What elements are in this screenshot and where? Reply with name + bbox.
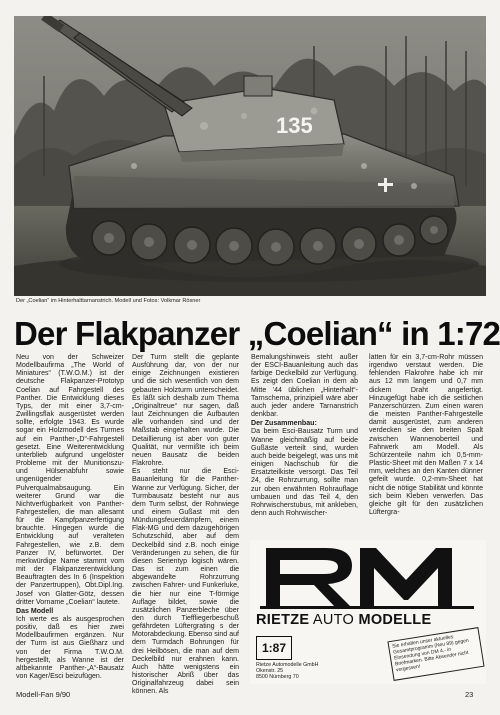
page-title: Der Flakpanzer „Coelian“ in 1:72 <box>14 315 500 352</box>
article-column-4 <box>369 354 483 517</box>
tank-photo <box>14 16 486 296</box>
address-line: 8500 Nürnberg 70 <box>256 674 299 681</box>
subheading: Das Modell <box>16 607 54 615</box>
rm-logo <box>256 544 478 612</box>
paragraph: Bemalungshinweis steht außer der ESCI-Bauanleitung auch das farbige Deckelbild zur Verfügung. Es zeigt den Coelian in dem ab Mitte ’44 üblichen „Hinterhalt“-Tarnschema, prinzipiell wäre aber auch jeder andere Tarnanstrich denkbar. <box>251 354 358 419</box>
turret-number: 135 <box>276 113 313 138</box>
photo-caption: Der „Coelian“ im Hinterhalttarnanstrich. Modell und Fotos: Volkmar Rösner <box>16 298 201 304</box>
paragraph: latten für ein 3,7-cm-Rohr müssen irgendwo verstaut werden. Die fehlenden Flakrohre habe ich mir aus 12 mm langem und 0,7 mm dickem Draht angefertigt. Hinzugefügt habe ich die seitlichen Panzerschürzen. Zum einen waren die meisten Panther-Fahrgestelle damit ausgerüstet, zum anderen verdecken sie den breiten Spalt zwischen Wannenoberteil und Fahrwerk am Modell. Als Schürzenteile nahm ich 0,5-mm-Plastic-Sheet mit den Maßen 7 x 14 mm, welches an den Kanten dünner gefeilt wurde. 0,2-mm-Sheet hat nicht die nötige Stabilität und könnte sich beim Kleben verwerfen. Das gleiche gilt für den zusätzlichen Lüftergra- <box>369 354 483 516</box>
article-column-3 <box>251 354 358 518</box>
paragraph: Der Turm stellt die geplante Ausführung dar, von der nur einige Zeichnungen existieren und die sich wesentlich von dem gebauten Holzturm unterscheidet. Es läßt sich deshalb zum Thema „Originaltreue“ nur sagen, daß laut Zeichnungen die Aufbauten alle vorhanden sind und der Maßstab eingehalten wurde. Die Detaillierung ist aber von guter Qualität, nur vermißte ich beim neuen Bausatz die beiden Flakrohre. <box>132 354 239 468</box>
page-number: 23 <box>465 690 474 699</box>
brand-word: AUTO <box>309 612 359 628</box>
paragraph: Neu von der Schweizer Modellbaufirma „The World of Miniatures“ (T.W.O.M.) ist der deutsche Flakpanzer-Prototyp Coelian auf Fahrgestell des Panther. Die Entwicklung dieses Typs, der mit einer 3,7-cm-Zwillingsflak ausgerüstet werden sollte, erfolgte 1943. Es wurde sogar ein Holzmodell des Turmes auf ein Panther-„D“-Fahrgestell gesetzt. Eine Weiterentwicklung unterblieb aufgrund ungelöster Probleme mit der Munitionszu- und Hülsenabfuhr sowie ungenügender Pulverqualmabsaugung. Ein weiterer Grund war die Nichtverfügbarkeit von Panther-Fahrgestellen, die man allesamt für die Kampfpanzerfertigung brauchte. Hingegen wurde die Entwicklung auf veralteten Fahrgestellen, wie z.B. dem Panzer IV, befürwortet. Der merkwürdige Name stammt vom mit der Flakpanzerentwicklung Beauftragten des In 6 (Inspektion der Panzertruppen), Obt.Dipl.Ing. Josef von Glatter-Götz, dessen dritter Vorname „Coelian“ lautete. <box>16 354 124 606</box>
article-column-2 <box>132 354 239 697</box>
paragraph: Ich werte es als ausgesprochen positiv, daß es hier zwei Modellbaufirmen ergänzen. Nur der Turm ist aus Gießharz und von der Firma T.W.O.M. hergestellt, als Wanne ist der altbekannte Panther-„A“-Bausatz von Kager/Esci beizufügen. <box>16 616 124 681</box>
paragraph: Da beim Esci-Bausatz Turm und Wanne gleichmäßig auf beide Gußäste verteilt sind, wurden auch beide beigelegt, was uns mit einigen Nachschub für die Ersatzteilkiste versorgt. Das Teil 24, die Rohrzurrung, sollte man zur oben erwähnten Rohrauflage umbauen und das Teil 4, den Rohrwischerstubus, mit ankleben, denn auch Rohrwischer- <box>251 428 358 517</box>
ad-address <box>256 662 318 681</box>
article-column-1 <box>16 354 124 681</box>
footer-issue: Modell-Fan 9/90 <box>16 690 71 699</box>
subheading: Der Zusammenbau: <box>251 420 317 428</box>
rietze-advertisement <box>250 540 486 684</box>
address-line: Rietze Automodelle GmbH <box>256 662 319 668</box>
catalog-offer-note: Sie erhalten unser aktuelles Gesamtprogramm (Neu 89) gegen Einsendung von DM 4,- in Briefmarken. Bitte Absender nicht vergessen! <box>387 627 484 681</box>
brand-word: RIETZE <box>256 612 310 628</box>
scale-badge: 1:87 <box>256 636 292 660</box>
paragraph: Es steht nur die Esci-Bauanleitung für die Panther-Wanne zur Verfügung. Sicher, der Turmbausatz besteht nur aus dem Turm selbst, der Rohrwiege und einem Gußast mit den Mündungsfeuerdämpfern, einem Flak-MG und dem dazugehörigen Schutzschild, aber auf dem Deckelbild sind z.B. noch einige Veränderungen zu sehen, die für diesen Serientyp logisch wären. Das ist zum einen die abgewandelte Rohrzurrung zwischen Fahrer- und Funkerluke, die hier nur eine T-förmige Auflage bildet, sowie die zusätzlichen Panzerbleche über den durch Tieffliegerbeschuß gefährdeten Lüftergrating s der Motorabdeckung. Ebenso sind auf dem Turmdach Bohrungen für drei Heilbösen, die man auf dem Deckelbild nur erahnen kann. Auch hätte wenigstens ein historischer Abriß über das Originalfahrzeug dabei sein können. Als <box>132 468 239 696</box>
tank-photo-illustration <box>14 16 486 296</box>
ad-brand-name <box>256 612 480 628</box>
brand-word: MODELLE <box>358 612 432 628</box>
address-line: Okenstr. 25 <box>256 668 284 675</box>
